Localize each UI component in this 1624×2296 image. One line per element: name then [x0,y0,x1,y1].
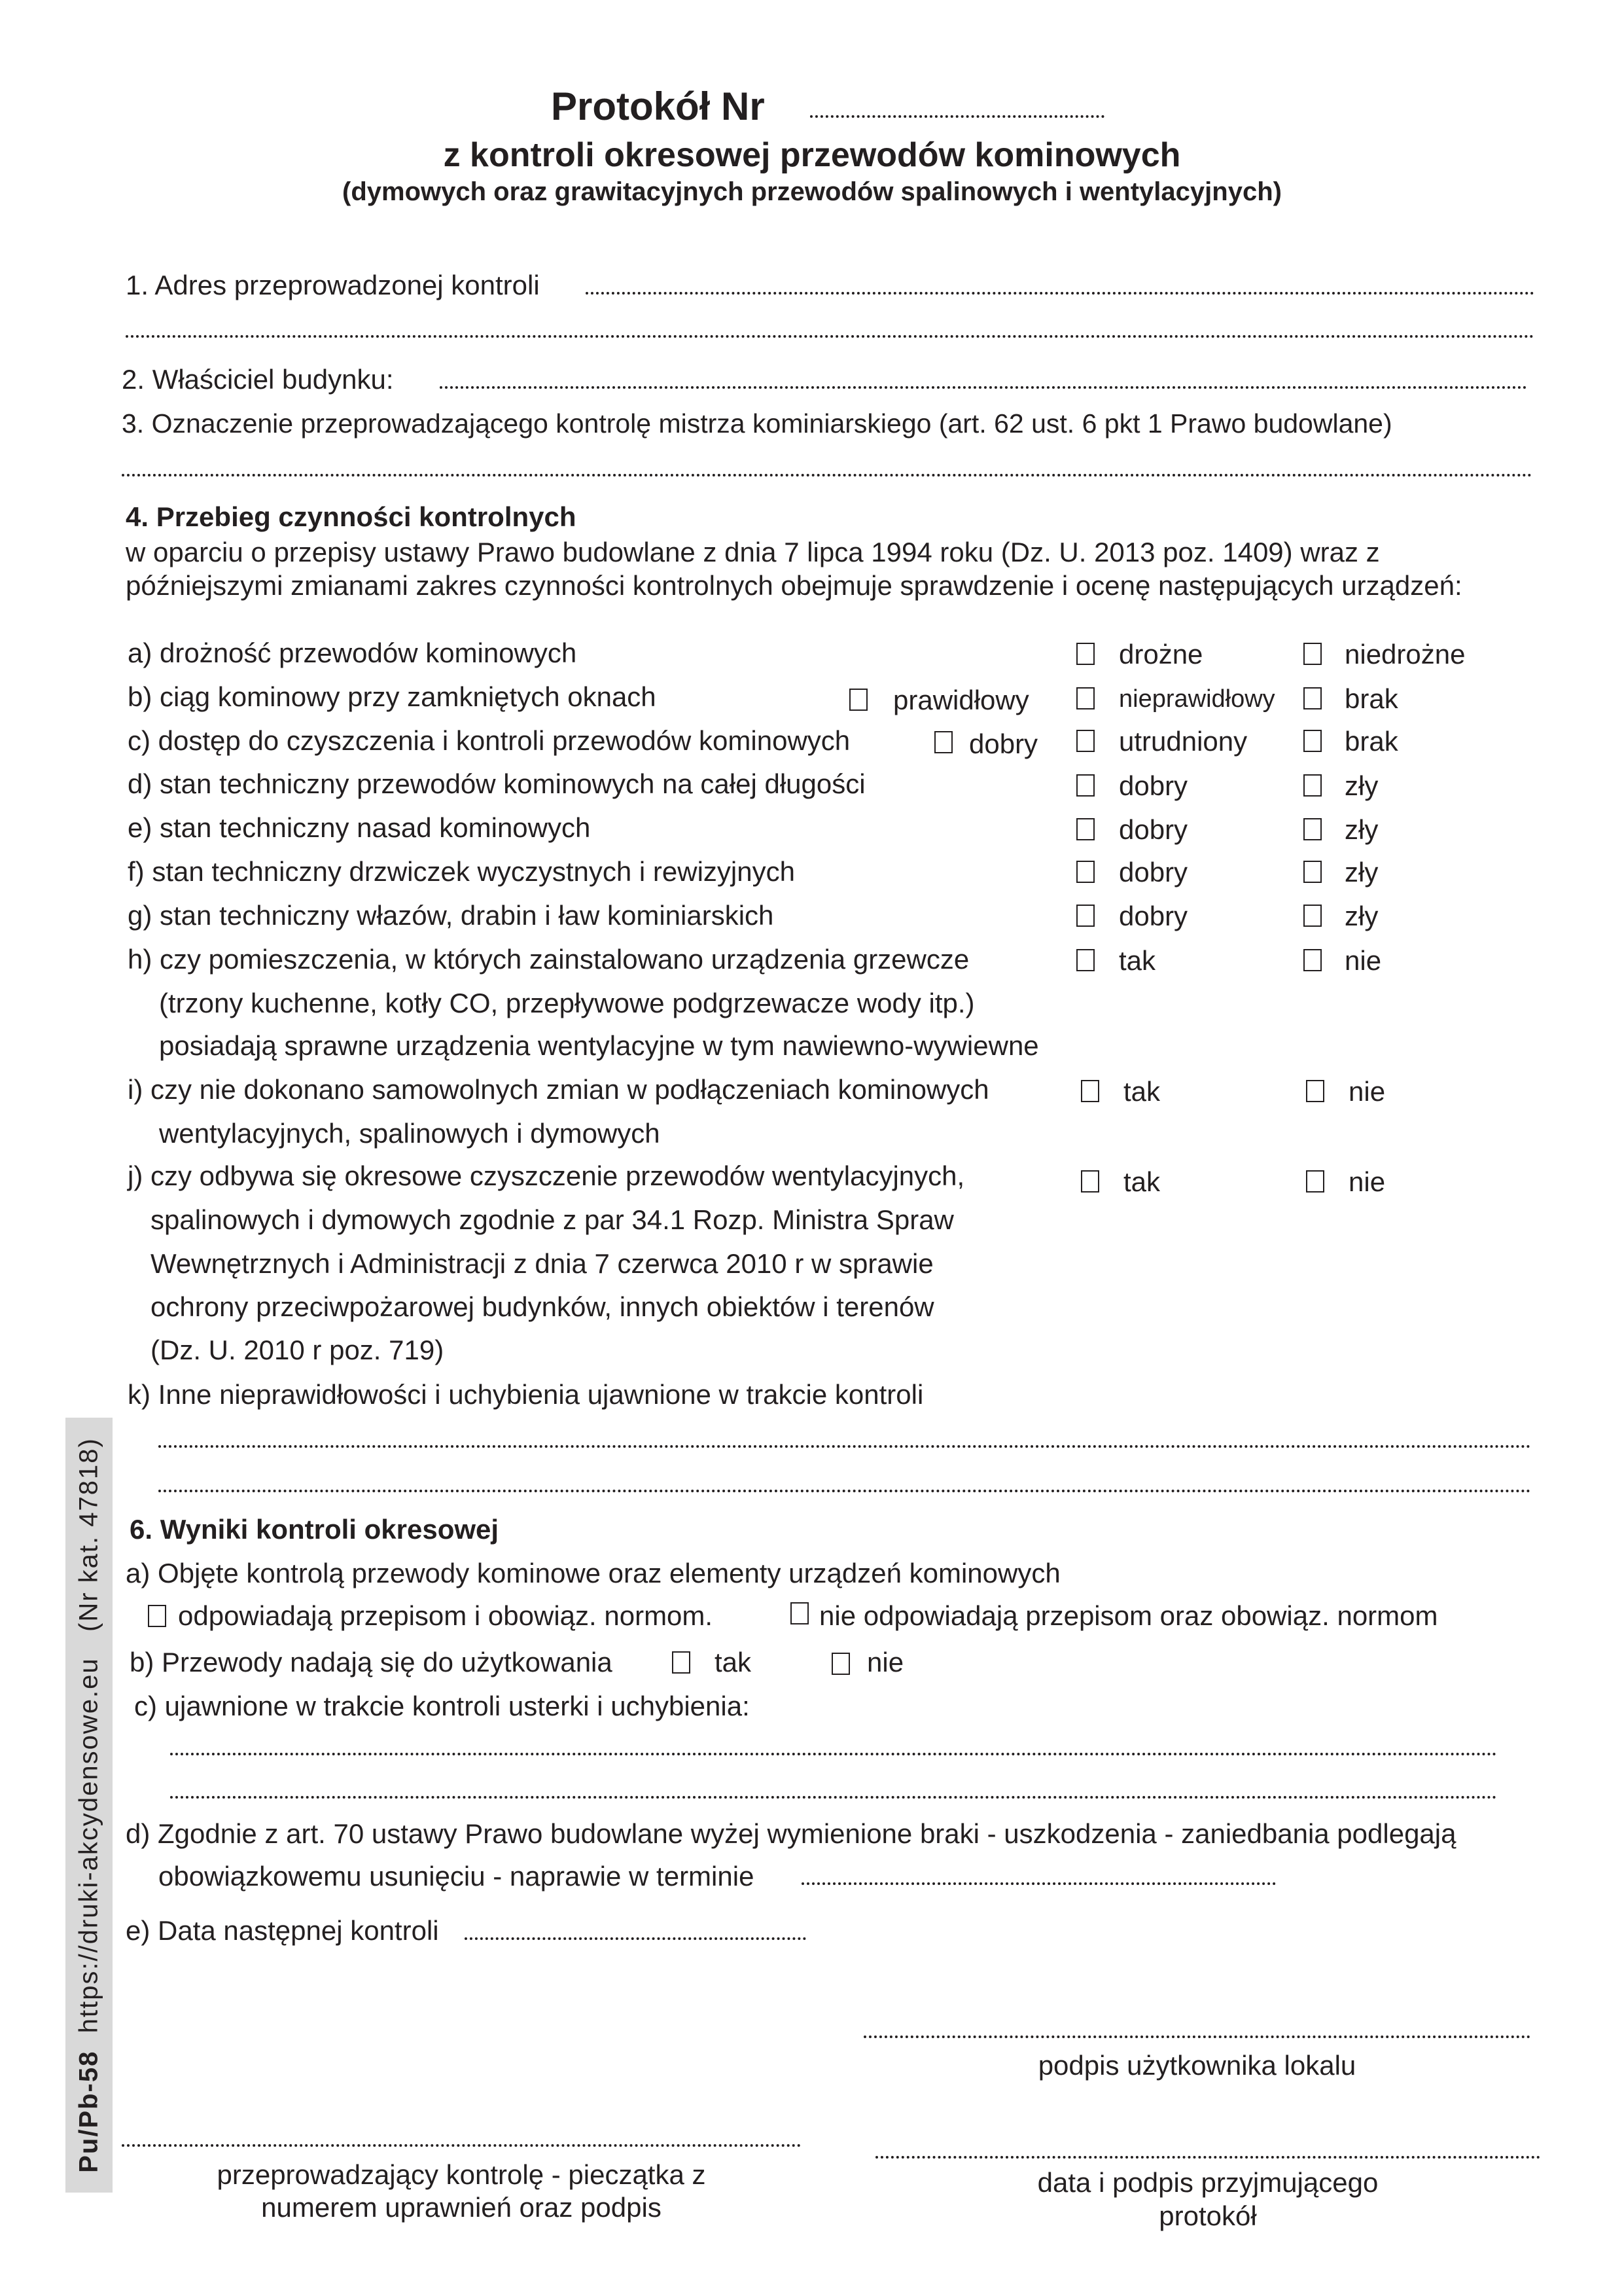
item-b-opt1: nieprawidłowy [1119,685,1275,713]
item-g-label: g) stan techniczny włazów, drabin i ław kominiarskich [128,900,774,931]
section6-d-line2: obowiązkowemu usunięciu - naprawie w terminie [158,1861,754,1892]
receiver-signature-label-line1: data i podpis przyjmującego [1037,2167,1379,2198]
user-signature-label: podpis użytkownika lokalu [1038,2050,1356,2081]
item-c-opt1: utrudniony [1119,726,1248,757]
item-b-prawidlowy-checkbox[interactable] [849,689,868,711]
item-g-opt1: dobry [1119,901,1188,931]
item-j-line2: spalinowych i dymowych zgodnie z par 34.1 Rozp. Ministra Spraw [150,1204,954,1235]
item-a-opt1: drożne [1119,639,1203,670]
item-c-opt0: dobry [969,728,1038,759]
item-b-nieprawidlowy-checkbox[interactable] [1076,687,1095,709]
inspector-signature-field[interactable] [122,2144,801,2147]
item-g-zly-checkbox[interactable] [1303,905,1322,927]
item-k-label: k) Inne nieprawidłowości i uchybienia ujawnione w trakcie kontroli [128,1379,924,1410]
item-j-line4: ochrony przeciwpożarowej budynków, innych obiektów i terenów [150,1291,934,1322]
item-j-tak-checkbox[interactable] [1081,1170,1099,1193]
item-j-line1: j) czy odbywa się okresowe czyszczenie przewodów wentylacyjnych, [128,1160,965,1191]
item-h-opt2: nie [1345,945,1382,976]
address-field[interactable] [586,292,1534,295]
catalog-number: (Nr kat. 47818) [74,1437,103,1632]
item-b-brak-checkbox[interactable] [1303,687,1322,709]
section6-d-deadline-field[interactable] [802,1882,1276,1885]
item-a-opt2: niedrożne [1345,639,1466,670]
item-b-label: b) ciąg kominowy przy zamkniętych oknach [128,681,656,712]
item-f-zly-checkbox[interactable] [1303,861,1322,883]
section6-b-opt2: nie [867,1647,904,1677]
item-d-opt2: zły [1345,770,1379,801]
section6-c-field-line2[interactable] [170,1796,1497,1799]
section6-c-field-line1[interactable] [170,1753,1497,1755]
item-c-brak-checkbox[interactable] [1303,730,1322,752]
document-title: Protokół Nr [551,84,765,128]
section6-b-label: b) Przewody nadają się do użytkowania [130,1647,612,1677]
item-j-opt1: tak [1123,1166,1161,1197]
owner-label: 2. Właściciel budynku: [122,364,394,395]
item-e-opt1: dobry [1119,814,1188,845]
item-h-nie-checkbox[interactable] [1303,949,1322,971]
item-d-label: d) stan techniczny przewodów kominowych na całej długości [128,768,866,799]
inspector-signature-label-line2: numerem uprawnień oraz podpis [261,2192,662,2223]
receiver-signature-label-line2: protokół [1159,2200,1257,2231]
item-i-tak-checkbox[interactable] [1081,1080,1099,1102]
item-h-tak-checkbox[interactable] [1076,949,1095,971]
section4-intro-line1: w oparciu o przepisy ustawy Prawo budowlane z dnia 7 lipca 1994 roku (Dz. U. 2013 poz. 1409) wraz z [126,537,1380,567]
item-f-dobry-checkbox[interactable] [1076,861,1095,883]
side-label-text [75,1437,104,2173]
item-b-opt0: prawidłowy [893,685,1029,715]
section6-a-compliant-checkbox[interactable] [148,1605,166,1627]
section6-d-line1: d) Zgodnie z art. 70 ustawy Prawo budowlane wyżej wymienione braki - uszkodzenia - zaniedbania podlegają [126,1818,1456,1849]
item-c-dobry-checkbox[interactable] [934,731,953,753]
item-d-zly-checkbox[interactable] [1303,774,1322,797]
item-e-dobry-checkbox[interactable] [1076,818,1095,840]
item-a-niedrozne-checkbox[interactable] [1303,643,1322,665]
section6-a-noncompliant-checkbox[interactable] [790,1602,809,1624]
item-i-line1: i) czy nie dokonano samowolnych zmian w podłączeniach kominowych [128,1074,989,1105]
item-j-line5: (Dz. U. 2010 r poz. 719) [150,1335,444,1365]
protocol-number-field[interactable] [810,115,1104,118]
receiver-signature-field[interactable] [875,2156,1540,2159]
section6-heading: 6. Wyniki kontroli okresowej [130,1514,499,1545]
item-f-opt2: zły [1345,857,1379,888]
item-a-label: a) drożność przewodów kominowych [128,637,577,668]
item-g-opt2: zły [1345,901,1379,931]
publisher-url: https://druki-akcydensowe.eu [74,1657,103,2034]
item-h-line3: posiadają sprawne urządzenia wentylacyjne w tym nawiewno-wywiewne [159,1030,1039,1061]
item-c-utrudniony-checkbox[interactable] [1076,730,1095,752]
item-k-field-line1[interactable] [158,1445,1531,1448]
item-k-field-line2[interactable] [158,1490,1531,1492]
item-e-opt2: zły [1345,814,1379,845]
document-subtitle-detail: (dymowych oraz grawitacyjnych przewodów spalinowych i wentylacyjnych) [342,177,1282,206]
section6-e-date-field[interactable] [465,1937,806,1940]
item-c-opt2: brak [1345,726,1398,757]
item-i-opt2: nie [1349,1076,1386,1107]
form-code: Pu/Pb-58 [74,2050,103,2173]
item-c-label: c) dostęp do czyszczenia i kontroli przewodów kominowych [128,725,851,756]
item-h-line1: h) czy pomieszczenia, w których zainstalowano urządzenia grzewcze [128,944,970,975]
item-j-nie-checkbox[interactable] [1306,1170,1324,1193]
address-field-line2[interactable] [126,335,1534,338]
section6-a-opt1: odpowiadają przepisom i obowiąz. normom. [178,1600,713,1631]
owner-field[interactable] [440,386,1527,389]
section6-e-label: e) Data następnej kontroli [126,1915,439,1946]
item-e-zly-checkbox[interactable] [1303,818,1322,840]
document-subtitle: z kontroli okresowej przewodów kominowych [443,136,1181,174]
item-j-line3: Wewnętrznych i Administracji z dnia 7 czerwca 2010 r w sprawie [150,1248,934,1279]
section6-b-opt1: tak [715,1647,752,1677]
item-f-label: f) stan techniczny drzwiczek wyczystnych i rewizyjnych [128,856,795,887]
item-i-nie-checkbox[interactable] [1306,1080,1324,1102]
master-label: 3. Oznaczenie przeprowadzającego kontrolę mistrza kominiarskiego (art. 62 ust. 6 pkt 1 Prawo budowlane) [122,408,1392,439]
inspector-signature-label-line1: przeprowadzający kontrolę - pieczątka z [217,2159,706,2190]
item-g-dobry-checkbox[interactable] [1076,905,1095,927]
section6-c-label: c) ujawnione w trakcie kontroli usterki i uchybienia: [134,1691,750,1721]
section4-intro-line2: późniejszymi zmianami zakres czynności kontrolnych obejmuje sprawdzenie i ocenę następujących urządzeń: [126,570,1462,601]
item-j-opt2: nie [1349,1166,1386,1197]
user-signature-field[interactable] [864,2036,1530,2038]
item-e-label: e) stan techniczny nasad kominowych [128,812,591,843]
section6-b-tak-checkbox[interactable] [672,1651,690,1674]
address-label: 1. Adres przeprowadzonej kontroli [126,270,540,300]
item-d-dobry-checkbox[interactable] [1076,774,1095,797]
item-b-opt2: brak [1345,683,1398,714]
section6-b-nie-checkbox[interactable] [832,1653,850,1675]
item-h-line2: (trzony kuchenne, kotły CO, przepływowe podgrzewacze wody itp.) [159,988,975,1018]
section6-a-label: a) Objęte kontrolą przewody kominowe oraz elementy urządzeń kominowych [126,1558,1061,1588]
item-a-drozne-checkbox[interactable] [1076,643,1095,665]
item-i-line2: wentylacyjnych, spalinowych i dymowych [159,1118,660,1149]
section6-a-opt2: nie odpowiadają przepisom oraz obowiąz. normom [819,1600,1438,1631]
item-h-opt1: tak [1119,945,1156,976]
item-d-opt1: dobry [1119,770,1188,801]
master-field[interactable] [122,474,1532,476]
item-i-opt1: tak [1123,1076,1161,1107]
item-f-opt1: dobry [1119,857,1188,888]
side-label-strip [65,1418,113,2193]
section4-heading: 4. Przebieg czynności kontrolnych [126,501,576,532]
